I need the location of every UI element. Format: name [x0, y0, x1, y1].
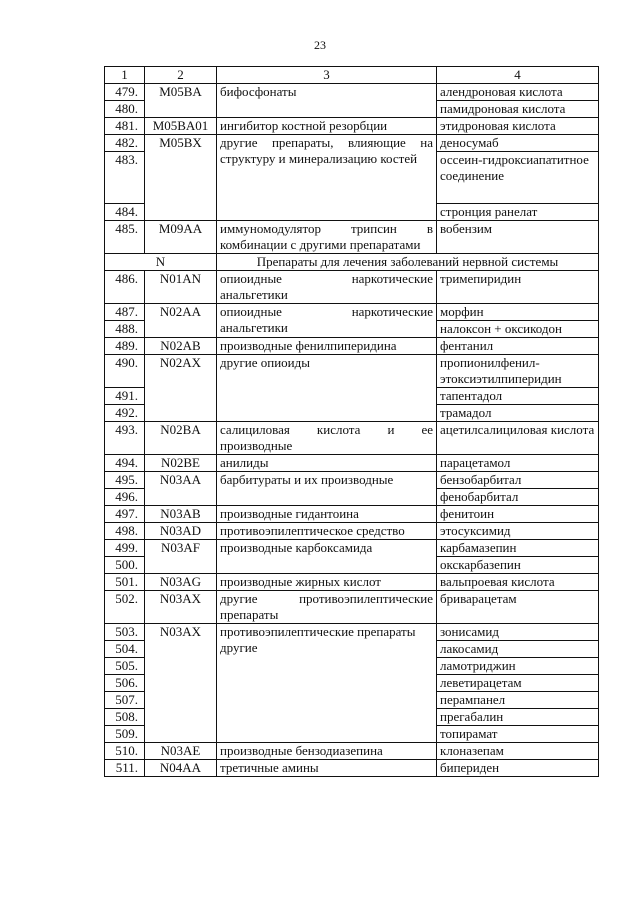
atc-code: N03AB: [145, 506, 217, 523]
drug-group: третичные амины: [217, 760, 437, 777]
table-row: [105, 271, 599, 304]
drug-group: производные жирных кислот: [217, 574, 437, 591]
table-row: [105, 743, 599, 760]
drug-name: трамадол: [437, 405, 599, 422]
atc-code: M05BA: [145, 84, 217, 118]
row-number: 496.: [105, 489, 145, 506]
drug-group: противоэпилептическое средство: [217, 523, 437, 540]
row-number: 488.: [105, 321, 145, 338]
row-number: 483.: [105, 152, 145, 204]
drug-group: бифосфонаты: [217, 84, 437, 118]
drug-name: прегабалин: [437, 709, 599, 726]
table-row: [105, 304, 599, 321]
atc-code: N04AA: [145, 760, 217, 777]
row-number: 498.: [105, 523, 145, 540]
row-number: 506.: [105, 675, 145, 692]
row-number: 511.: [105, 760, 145, 777]
row-number: 509.: [105, 726, 145, 743]
row-number: 505.: [105, 658, 145, 675]
atc-code: N02AX: [145, 355, 217, 422]
table-row: [105, 221, 599, 254]
row-number: 507.: [105, 692, 145, 709]
drug-name: бипериден: [437, 760, 599, 777]
atc-code: N03AD: [145, 523, 217, 540]
drug-group: производные карбоксамида: [217, 540, 437, 574]
atc-code: N03AA: [145, 472, 217, 506]
header-cell: 3: [217, 67, 437, 84]
drug-name: памидроновая кислота: [437, 101, 599, 118]
table-row: [105, 624, 599, 641]
drug-name: ацетилсалициловая кислота: [437, 422, 599, 455]
row-number: 504.: [105, 641, 145, 658]
drug-name: алендроновая кислота: [437, 84, 599, 101]
drug-name: перампанел: [437, 692, 599, 709]
row-number: 510.: [105, 743, 145, 760]
atc-code: M09AA: [145, 221, 217, 254]
row-number: 502.: [105, 591, 145, 624]
atc-code: N03AF: [145, 540, 217, 574]
atc-code: M05BX: [145, 135, 217, 221]
drug-name: оссеин-гидроксиапатитное соединение: [437, 152, 599, 204]
row-number: 508.: [105, 709, 145, 726]
drug-group: опиоидные наркотические анальгетики: [217, 271, 437, 304]
row-number: 482.: [105, 135, 145, 152]
drug-name: зонисамид: [437, 624, 599, 641]
drug-name: морфин: [437, 304, 599, 321]
drug-name: бензобарбитал: [437, 472, 599, 489]
drug-name: окскарбазепин: [437, 557, 599, 574]
drug-group: анилиды: [217, 455, 437, 472]
drug-group: опиоидные наркотические анальгетики: [217, 304, 437, 338]
section-row: [105, 254, 599, 271]
drug-name: карбамазепин: [437, 540, 599, 557]
drug-name: ламотриджин: [437, 658, 599, 675]
table-row: [105, 472, 599, 489]
header-cell: 2: [145, 67, 217, 84]
table-row: [105, 523, 599, 540]
table-row: [105, 574, 599, 591]
drug-group: салициловая кислота и ее производные: [217, 422, 437, 455]
header-cell: 4: [437, 67, 599, 84]
row-number: 503.: [105, 624, 145, 641]
drug-group: другие опиоиды: [217, 355, 437, 422]
row-number: 481.: [105, 118, 145, 135]
table-row: [105, 338, 599, 355]
drug-name: бриварацетам: [437, 591, 599, 624]
drug-name: топирамат: [437, 726, 599, 743]
row-number: 499.: [105, 540, 145, 557]
drug-name: пропионилфенил-этоксиэтилпиперидин: [437, 355, 599, 388]
row-number: 486.: [105, 271, 145, 304]
row-number: 501.: [105, 574, 145, 591]
drug-name: тримепиридин: [437, 271, 599, 304]
row-number: 489.: [105, 338, 145, 355]
row-number: 484.: [105, 204, 145, 221]
section-title: Препараты для лечения заболеваний нервной системы: [217, 254, 599, 271]
drug-name: клоназепам: [437, 743, 599, 760]
table-row: [105, 422, 599, 455]
page-number: 23: [314, 38, 326, 52]
table-row: [105, 506, 599, 523]
drug-name: лакосамид: [437, 641, 599, 658]
table-row: [105, 355, 599, 388]
drug-group: производные гидантоина: [217, 506, 437, 523]
header-cell: 1: [105, 67, 145, 84]
drug-table: [104, 66, 599, 777]
table-row: [105, 540, 599, 557]
drug-name: фенобарбитал: [437, 489, 599, 506]
atc-code: N02BA: [145, 422, 217, 455]
drug-group: производные бензодиазепина: [217, 743, 437, 760]
atc-code: N03AX: [145, 591, 217, 624]
drug-name: вальпроевая кислота: [437, 574, 599, 591]
row-number: 497.: [105, 506, 145, 523]
row-number: 491.: [105, 388, 145, 405]
drug-name: леветирацетам: [437, 675, 599, 692]
drug-name: парацетамол: [437, 455, 599, 472]
atc-code: N03AX: [145, 624, 217, 743]
row-number: 500.: [105, 557, 145, 574]
table-row: [105, 760, 599, 777]
row-number: 495.: [105, 472, 145, 489]
drug-group: другие препараты, влияющие на структуру и минерализацию костей: [217, 135, 437, 221]
atc-code: N03AE: [145, 743, 217, 760]
drug-name: фенитоин: [437, 506, 599, 523]
row-number: 492.: [105, 405, 145, 422]
drug-group: ингибитор костной резорбции: [217, 118, 437, 135]
header-row: [105, 67, 599, 84]
row-number: 479.: [105, 84, 145, 101]
section-code: N: [105, 254, 217, 271]
atc-code: M05BA01: [145, 118, 217, 135]
drug-name: этосуксимид: [437, 523, 599, 540]
row-number: 490.: [105, 355, 145, 388]
drug-name: фентанил: [437, 338, 599, 355]
table-row: [105, 591, 599, 624]
drug-group: другие противоэпилептические препараты: [217, 591, 437, 624]
atc-code: N02BE: [145, 455, 217, 472]
drug-group: барбитураты и их производные: [217, 472, 437, 506]
row-number: 480.: [105, 101, 145, 118]
atc-code: N02AA: [145, 304, 217, 338]
row-number: 493.: [105, 422, 145, 455]
drug-group: противоэпилептические препараты другие: [217, 624, 437, 743]
drug-name: этидроновая кислота: [437, 118, 599, 135]
drug-name: вобензим: [437, 221, 599, 254]
drug-group: иммуномодулятор трипсин в комбинации с другими препаратами: [217, 221, 437, 254]
table-row: [105, 118, 599, 135]
row-number: 487.: [105, 304, 145, 321]
table-row: [105, 455, 599, 472]
table-row: [105, 135, 599, 152]
table-row: [105, 84, 599, 101]
drug-name: налоксон + оксикодон: [437, 321, 599, 338]
drug-group: производные фенилпиперидина: [217, 338, 437, 355]
row-number: 494.: [105, 455, 145, 472]
drug-name: деносумаб: [437, 135, 599, 152]
drug-name: тапентадол: [437, 388, 599, 405]
atc-code: N02AB: [145, 338, 217, 355]
row-number: 485.: [105, 221, 145, 254]
drug-name: стронция ранелат: [437, 204, 599, 221]
atc-code: N01AN: [145, 271, 217, 304]
atc-code: N03AG: [145, 574, 217, 591]
